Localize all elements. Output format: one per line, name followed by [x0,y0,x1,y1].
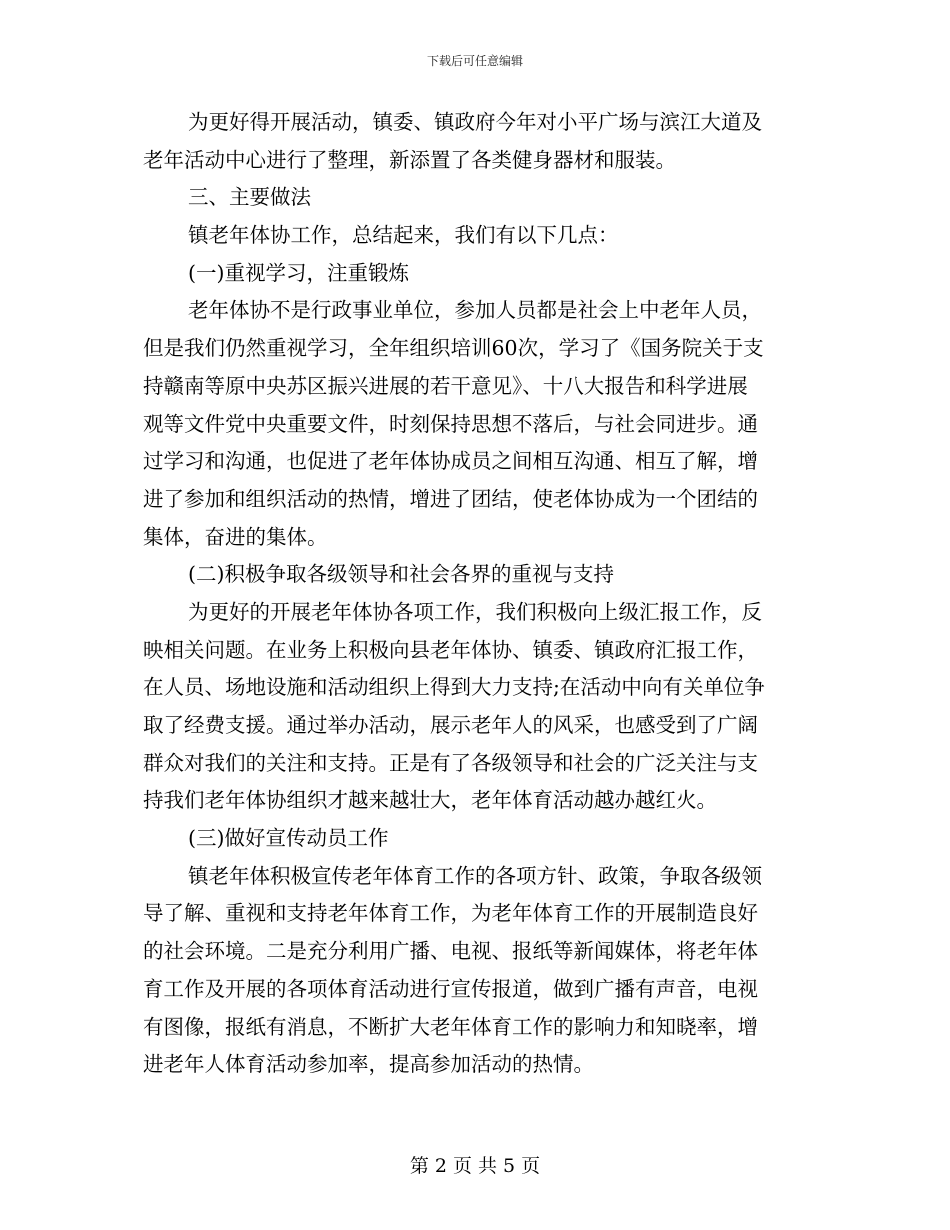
text-line: 在人员、场地设施和活动组织上得到大力支持;在活动中向有关单位争 [143,675,765,700]
text-line: 的社会环境。二是充分利用广播、电视、报纸等新闻媒体，将老年体 [143,939,758,964]
section-heading: 三、主要做法 [188,185,311,210]
text-line: 进了参加和组织活动的热情，增进了团结，使老体协成为一个团结的 [143,486,758,511]
text-line: 观等文件党中央重要文件，时刻保持思想不落后，与社会同进步。通 [143,411,758,436]
text-line: 为更好得开展活动，镇委、镇政府今年对小平广场与滨江大道及 [188,110,762,134]
text-line: 映相关问题。在业务上积极向县老年体协、镇委、镇政府汇报工作， [143,637,758,662]
document-body [143,104,807,1084]
page-number-footer: 第 2 页 共 5 页 [409,1155,541,1177]
text-line: 集体，奋进的集体。 [143,524,328,549]
text-line: 镇老年体积极宣传老年体育工作的各项方针、政策，争取各级领 [188,863,762,888]
subsection-heading: (一)重视学习，注重锻炼 [188,260,409,285]
page-header-note: 下载后可任意编辑 [426,54,523,68]
subsection-heading: (三)做好宣传动员工作 [188,826,389,851]
text-line: 镇老年体协工作，总结起来，我们有以下几点： [188,223,619,248]
text-line: 群众对我们的关注和支持。正是有了各级领导和社会的广泛关注与支 [143,750,758,775]
text-line: 过学习和沟通，也促进了老年体协成员之间相互沟通、相互了解，增 [143,449,758,474]
text-line: 取了经费支援。通过举办活动，展示老年人的风采，也感受到了广阔 [143,713,758,737]
text-line: 有图像，报纸有消息，不断扩大老年体育工作的影响力和知晓率，增 [143,1014,758,1039]
subsection-heading: (二)积极争取各级领导和社会各界的重视与支持 [188,562,614,587]
text-line: 持我们老年体协组织才越来越壮大，老年体育活动越办越红火。 [143,788,717,813]
text-line: 进老年人体育活动参加率，提高参加活动的热情。 [143,1052,594,1077]
text-line: 为更好的开展老年体协各项工作，我们积极向上级汇报工作，反 [188,599,762,624]
text-line: 但是我们仍然重视学习，全年组织培训60次，学习了《国务院关于支 [143,336,764,361]
text-line: 导了解、重视和支持老年体育工作，为老年体育工作的开展制造良好 [143,901,758,926]
text-line: 老年活动中心进行了整理，新添置了各类健身器材和服装。 [143,147,676,172]
text-line: 老年体协不是行政事业单位，参加人员都是社会上中老年人员， [188,298,762,323]
text-line: 育工作及开展的各项体育活动进行宣传报道，做到广播有声音，电视 [143,976,758,1001]
text-line: 持赣南等原中央苏区振兴进展的若干意见》、十八大报告和科学进展 [143,373,748,398]
